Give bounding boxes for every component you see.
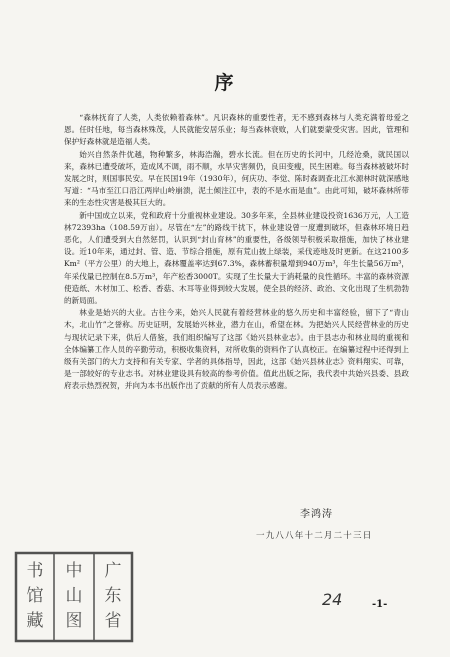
paragraph: 林业是始兴的大业。古往今来，始兴人民就有着经营林业的悠久历史和丰富经验，留下了“青山木，北山竹”之誉称。历史证明，发展始兴林业，潜力在山，希望在林。为把始兴人民经营林业的历史与现状记录下来，供后人借鉴，我们组织编写了这部《始兴县林业志》。由于县志办和林业局的重视和全体编纂工作人员的辛勤劳动，积极收集资料，对所收集的资料作了认真校正。在编纂过程中还得到上级有关部门的大力支持和有关专家、学者的具体指导，因此，这部《始兴县林业志》资料翔实、可靠，是一部较好的专业志书。对林业建设具有较高的参考价值。值此出版之际，我代表中共始兴县委、县政府表示热烈祝贺，并向为本书出版作出了贡献的所有人员表示感谢。 <box>64 308 409 391</box>
svg-text:东: 东 <box>104 586 122 606</box>
document-title: 序 <box>214 72 236 94</box>
library-seal-stamp <box>14 551 134 643</box>
svg-text:省: 省 <box>104 611 122 631</box>
preface-body <box>64 112 409 393</box>
page-number: -1- <box>372 599 388 610</box>
svg-text:书: 书 <box>26 561 44 581</box>
svg-text:山: 山 <box>65 586 83 606</box>
author-signature: 李鸿涛 <box>300 509 333 520</box>
paragraph: 始兴自然条件优越，物种繁多，林海浩瀚，碧水长流。但在历史的长河中，几经沧桑，就民国以来，森林已遭受破坏，造成风不调，雨不顺，水旱灾害频仍，良田变瘦，民生困难。每当森林被破坏时发展之时，则国事民安。早在民国19年（1930年），何庆功、李觉、陈时森调查北江水源林时就深感地写道：“马市至江口沿江两岸山岭崩溃，泥土倾注江中，表的不是水而是血”。由此可知，破坏森林所带来的生态性灾害是极其巨大的。 <box>64 149 409 208</box>
svg-text:中: 中 <box>65 561 83 581</box>
signing-date: 一九八八年十二月二十三日 <box>256 531 373 541</box>
paragraph: “森林抚育了人类，人类依赖着森林”。凡识森林的重要性者，无不感到森林与人类充满着母爱之恩。任时任地，每当森林殊茂，人民就能安居乐业；每当森林衰败，人们就要蒙受灾害。因此，管理和保护好森林就是造福人类。 <box>64 113 409 147</box>
svg-text:广: 广 <box>104 561 122 581</box>
paragraph: 新中国成立以来，党和政府十分重视林业建设。30多年来，全县林业建设投资1636万元，人工造林72393ha（108.59万亩）。尽管在“左”的路线干扰下，林业建设曾一度遭到破坏，但森林环境日趋恶化，人们遭受到大自然惩罚，认识到“封山育林”的重要性，各级领导积极采取措施，加快了林业建设。近10年来，通过封、管、造、节综合措施，原有荒山披上绿装，采伐迹地及时更新。在这2100多Km²（平方公里）的大地上，森林覆盖率达到67.3%，森林蓄积量增到940万m³，年生长量56万m³，年采伐量已控制在8.5万m³，年产松香3000T。实现了生长量大于消耗量的良性循环。丰富的森林资源使造纸、木材加工、松香、香菇、木耳等业得到较大发展，使全县的经济、政治、文化出现了生机勃勃的新局面。 <box>64 210 409 306</box>
svg-text:图: 图 <box>65 611 83 631</box>
svg-text:馆: 馆 <box>26 586 44 606</box>
handwritten-number: 24 <box>322 590 343 609</box>
svg-text:藏: 藏 <box>26 611 44 631</box>
